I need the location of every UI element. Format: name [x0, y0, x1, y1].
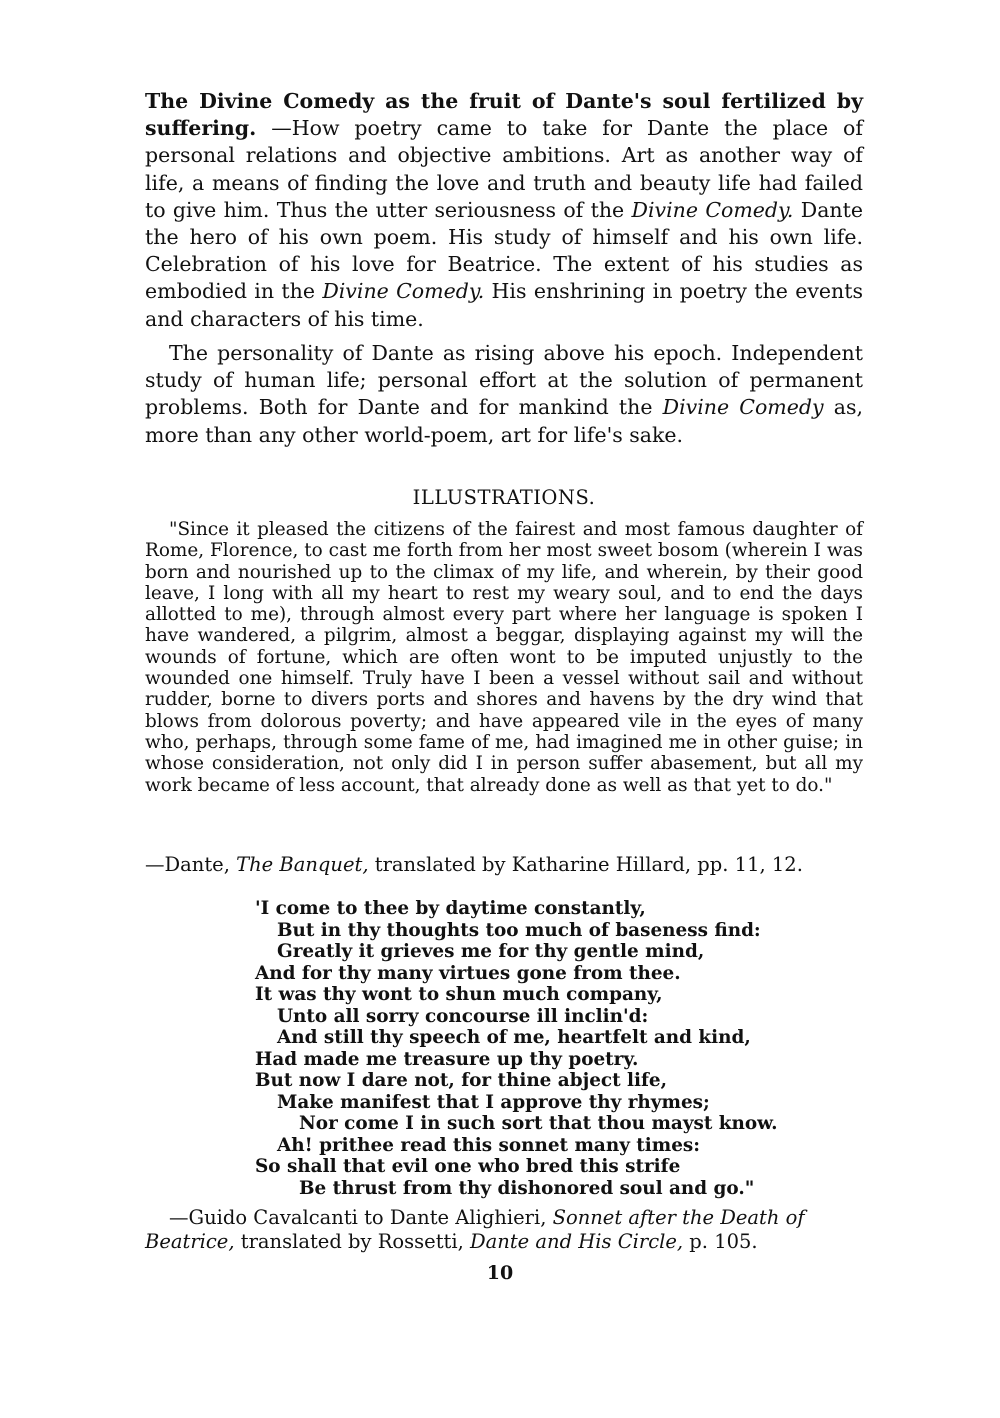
poem-line: 'I come to thee by daytime constantly,	[255, 898, 646, 919]
intro-paragraph-1: The Divine Comedy as the fruit of Dante's soul fertilized by suffering. —How poetry came to take for Dante the place of personal relations and objective ambitions. Art as another way of life, a means of finding the love and truth and beauty life had failed to give him. Thus the utter seriousness of the Divine Comedy. Dante the hero of his own poem. His study of himself and his own life. Celebration of his love for Beatrice. The extent of his studies as embodied in the Divine Comedy. His enshrining in poetry the events and characters of his time.	[145, 89, 864, 331]
poem-line: Had made me treasure up thy poetry.	[255, 1048, 639, 1070]
poem-line: But in thy thoughts too much of baseness find:	[277, 919, 761, 941]
poem-line: Ah! prithee read this sonnet many times:	[277, 1134, 701, 1156]
poem-line: It was thy wont to shun much company,	[255, 984, 663, 1005]
sonnet	[255, 898, 778, 1199]
poem-line: Greatly it grieves me for thy gentle mind,	[277, 941, 705, 962]
section-title: The Divine Comedy as the fruit of Dante's soul fertilized by suffering.	[145, 89, 863, 141]
banquet-quote	[145, 519, 863, 796]
poem-line: Make manifest that I approve thy rhymes;	[277, 1091, 710, 1113]
quote-text: "Since it pleased the citizens of the fairest and most famous daughter of Rome, Florence, to cast me forth from her most sweet bosom (wherein I was born and nourished up to the climax of my life, and wherein, by their good leave, I long with all my heart to rest my weary soul, and to end the days allotted to me), through almost every part where her language is spoken I have wandered, a pilgrim, almost a beggar, displaying against my will the wounds of fortune, which are often wont to be imputed unjustly to the wounded one himself. Truly have I been a vessel without sail and without rudder, borne to divers ports and shores and havens by the dry wind that blows from dolorous poverty; and have appeared vile in the eyes of many who, perhaps, through some fame of me, had imagined me in other guise; in whose consideration, not only did I in person suffer abasement, but all my work became of less account, that already done as well as that yet to do."	[145, 519, 863, 796]
sonnet-citation: —Guido Cavalcanti to Dante Alighieri, Sonnet after the Death of Beatrice, translated by Rossetti, Dante and His Circle, p. 105.	[145, 1206, 805, 1253]
poem-line: But now I dare not, for thine abject life,	[255, 1070, 668, 1091]
poem-line: Unto all sorry concourse ill inclin'd:	[277, 1005, 649, 1027]
intro-paragraph-2: The personality of Dante as rising above his epoch. Independent study of human life; personal effort at the solution of permanent problems. Both for Dante and for mankind the Divine Comedy as, more than any other world-poem, art for life's sake.	[145, 341, 863, 447]
page-number: 10	[486, 1262, 514, 1284]
poem-line: Nor come I in such sort that thou mayst know.	[299, 1113, 778, 1134]
poem-line: So shall that evil one who bred this strife	[255, 1156, 681, 1177]
poem-line: And for thy many virtues gone from thee.	[255, 962, 681, 984]
poem-line: And still thy speech of me, heartfelt and kind,	[277, 1027, 751, 1048]
poem-line: Be thrust from thy dishonored soul and go."	[299, 1177, 755, 1199]
illustrations-heading: ILLUSTRATIONS.	[412, 486, 596, 509]
banquet-citation: —Dante, The Banquet, translated by Katharine Hillard, pp. 11, 12.	[145, 853, 803, 876]
